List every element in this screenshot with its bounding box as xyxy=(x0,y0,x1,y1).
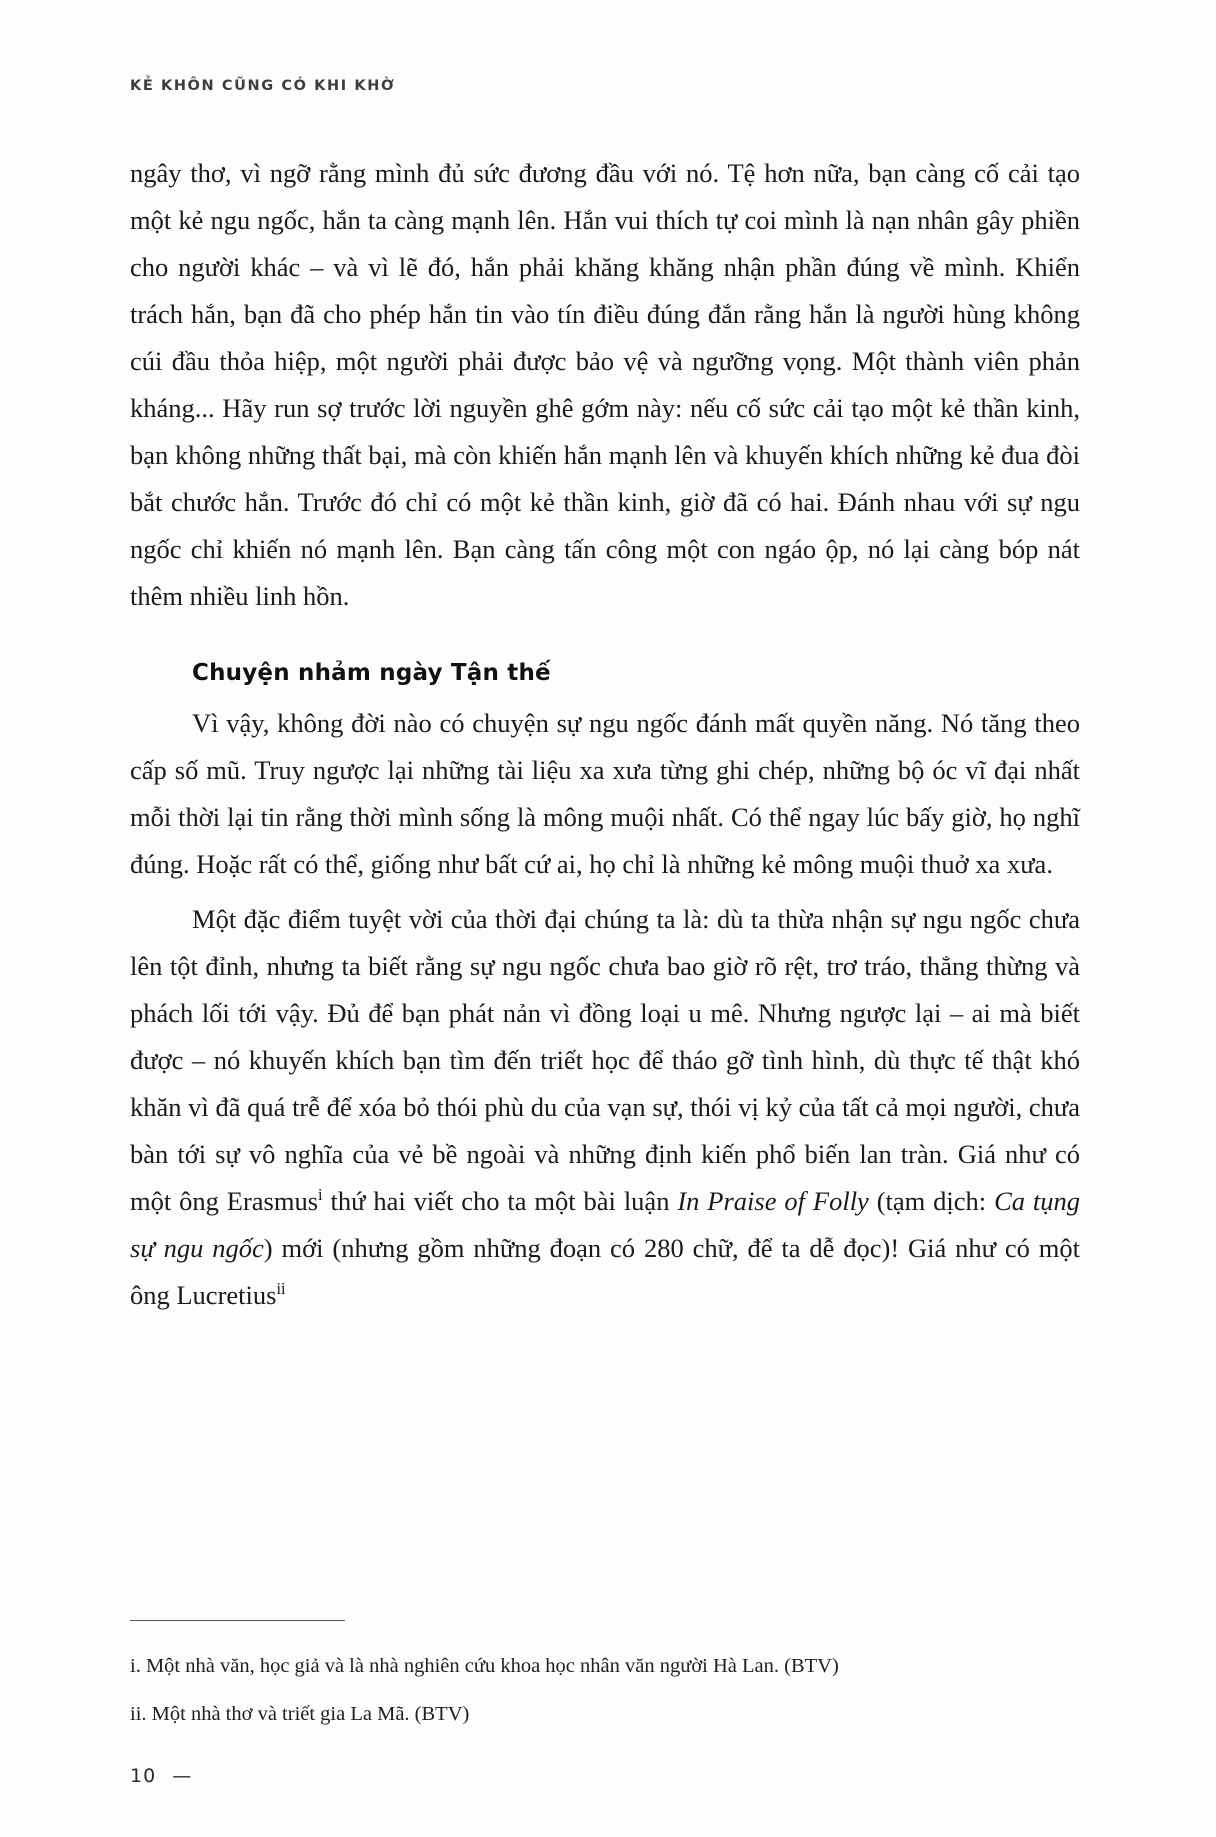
translated-title-italic: Ca tụng sự ngu ngốc xyxy=(130,1186,1080,1263)
paragraph-3-text-c: (tạm dịch: xyxy=(868,1186,995,1216)
footnote-marker-ii: ii xyxy=(276,1279,286,1299)
book-title-italic: In Praise of Folly xyxy=(677,1186,869,1216)
footnote-item: ii. Một nhà thơ và triết gia La Mã. (BTV) xyxy=(130,1703,470,1725)
running-head: KẺ KHÔN CŨNG CÓ KHI KHỜ xyxy=(130,78,396,94)
paragraph-continued: ngây thơ, vì ngỡ rằng mình đủ sức đương đầu với nó. Tệ hơn nữa, bạn càng cố cải tạo một kẻ ngu ngốc, hắn ta càng mạnh lên. Hắn vui thích tự coi mình là nạn nhân gây phiền cho người khác – và vì lẽ đó, hắn phải khăng khăng nhận phần đúng về mình. Khiển trách hắn, bạn đã cho phép hắn tin vào tín điều đúng đắn rằng hắn là người hùng không cúi đầu thỏa hiệp, một người phải được bảo vệ và ngưỡng vọng. Một thành viên phản kháng... Hãy run sợ trước lời nguyền ghê gớm này: nếu cố sức cải tạo một kẻ thần kinh, bạn không những thất bại, mà còn khiến hắn mạnh lên và khuyến khích những kẻ đua đòi bắt chước hắn. Trước đó chỉ có một kẻ thần kinh, giờ đã có hai. Đánh nhau với sự ngu ngốc chỉ khiến nó mạnh lên. Bạn càng tấn công một con ngáo ộp, nó lại càng bóp nát thêm nhiều linh hồn. xyxy=(130,158,1080,611)
paragraph-2: Vì vậy, không đời nào có chuyện sự ngu ngốc đánh mất quyền năng. Nó tăng theo cấp số mũ. Truy ngược lại những tài liệu xa xưa từng ghi chép, những bộ óc vĩ đại nhất mỗi thời lại tin rằng thời mình sống là mông muội nhất. Có thể ngay lúc bấy giờ, họ nghĩ đúng. Hoặc rất có thể, giống như bất cứ ai, họ chỉ là những kẻ mông muội thuở xa xưa. xyxy=(130,708,1080,879)
page-number-value: 10 xyxy=(130,1765,157,1787)
footnote-marker-i: i xyxy=(318,1185,323,1205)
paragraph-3-text-d: ) mới (nhưng gồm những đoạn có 280 chữ, để ta dễ đọc)! Giá như có một ông Lucretius xyxy=(130,1233,1081,1310)
paragraph-3 xyxy=(130,896,1080,1319)
paragraph-3-text-a: Một đặc điểm tuyệt vời của thời đại chúng ta là: dù ta thừa nhận sự ngu ngốc chưa lên tột đỉnh, nhưng ta biết rằng sự ngu ngốc chưa bao giờ rõ rệt, trơ tráo, thẳng thừng và phách lối tới vậy. Đủ để bạn phát nản vì đồng loại u mê. Nhưng ngược lại – ai mà biết được – nó khuyến khích bạn tìm đến triết học để tháo gỡ tình hình, dù thực tế thật khó khăn vì đã quá trễ để xóa bỏ thói phù du của vạn sự, thói vị kỷ của tất cả mọi người, chưa bàn tới sự vô nghĩa của vẻ bề ngoài và những định kiến phổ biến lan tràn. Giá như có một ông Erasmus xyxy=(130,904,1080,1216)
footnote-divider xyxy=(130,1620,345,1621)
footnote-area xyxy=(130,1650,1080,1746)
footnote-item: i. Một nhà văn, học giả và là nhà nghiên cứu khoa học nhân văn người Hà Lan. (BTV) xyxy=(130,1655,839,1677)
paragraph-3-text-b: thứ hai viết cho ta một bài luận xyxy=(322,1186,678,1216)
paragraph-spacer xyxy=(130,888,1080,896)
page-number-dash: — xyxy=(172,1765,193,1787)
section-heading: Chuyện nhảm ngày Tận thế xyxy=(192,660,551,686)
page-number xyxy=(130,1765,192,1787)
page-body xyxy=(130,150,1080,1319)
